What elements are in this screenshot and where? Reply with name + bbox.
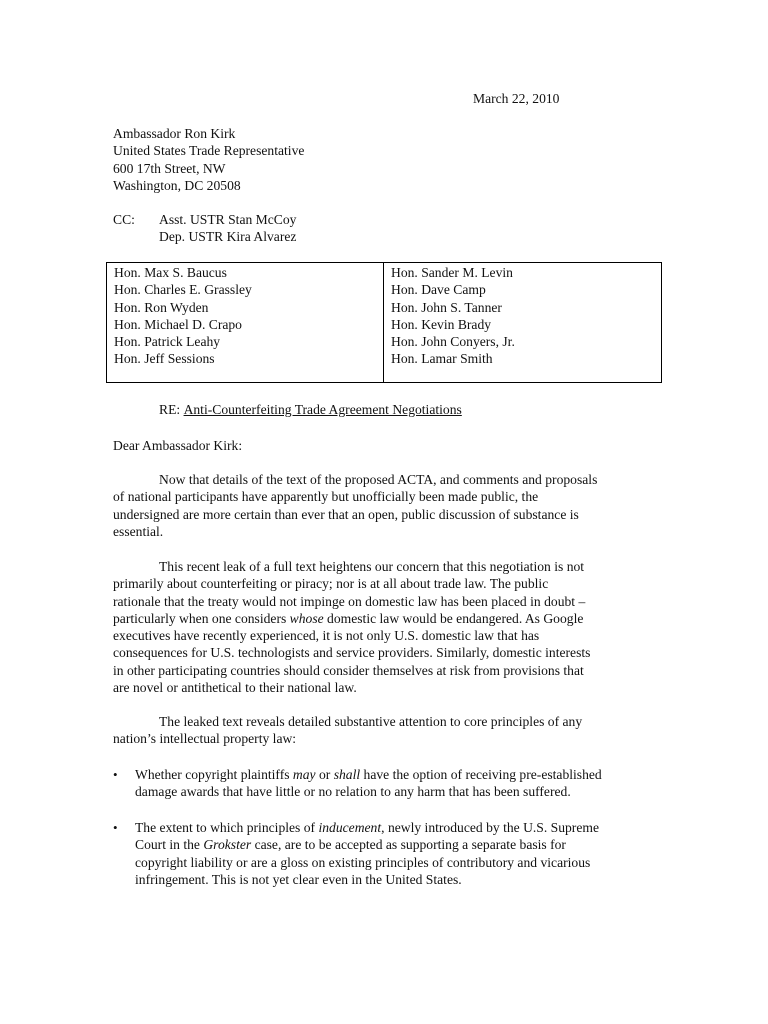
text-run: Whether copyright plaintiffs	[135, 767, 293, 782]
emphasis-text: whose	[289, 610, 324, 626]
recipient-name: Hon. Charles E. Grassley	[114, 282, 252, 298]
bullet-line	[135, 836, 655, 853]
paragraph-3	[113, 713, 653, 748]
recipients-right-column	[384, 263, 661, 382]
emphasis-text: Grokster	[203, 837, 252, 853]
recipient-name: Hon. John S. Tanner	[391, 299, 502, 315]
paragraph-line: undersigned are more certain than ever that an open, public discussion of substance is	[113, 506, 579, 522]
text-run: or	[315, 767, 334, 782]
paragraph-line: in other participating countries should consider themselves at risk from provisions that	[113, 662, 584, 678]
paragraph-2	[113, 558, 653, 696]
re-subject: Anti-Counterfeiting Trade Agreement Negotiations	[183, 402, 462, 417]
paragraph-line: Now that details of the text of the proposed ACTA, and comments and proposals	[159, 472, 598, 487]
text-run: , newly introduced by the U.S. Supreme	[381, 820, 599, 835]
recipients-table	[106, 262, 662, 383]
recipient-name: Hon. Max S. Baucus	[114, 265, 227, 280]
bullet-line: copyright liability or are a gloss on existing principles of contributory and vicarious	[135, 854, 591, 870]
paragraph-line: are novel or antithetical to their national law.	[113, 680, 357, 696]
paragraph-line: consequences for U.S. technologists and service providers. Similarly, domestic interests	[113, 645, 591, 661]
cc-label: CC:	[113, 212, 135, 227]
paragraph-line	[113, 610, 653, 627]
cc-name: Asst. USTR Stan McCoy	[159, 212, 297, 227]
paragraph-line: executives have recently experienced, it is not only U.S. domestic law that has	[113, 628, 540, 644]
paragraph-line: The leaked text reveals detailed substantive attention to core principles of any	[159, 714, 583, 729]
text-run: case, are to be accepted as supporting a separate basis for	[251, 837, 566, 853]
bullet-line: damage awards that have little or no relation to any harm that has been suffered.	[135, 784, 571, 800]
recipient-name: Hon. Ron Wyden	[114, 299, 209, 315]
paragraph-line: nation’s intellectual property law:	[113, 731, 297, 747]
emphasis-text: shall	[333, 767, 361, 782]
paragraph-line: primarily about counterfeiting or piracy; nor is at all about trade law. The public	[113, 576, 549, 592]
recipient-name: Hon. Michael D. Crapo	[114, 316, 242, 332]
recipient-name: Hon. Patrick Leahy	[114, 334, 221, 350]
paragraph-line: This recent leak of a full text heightens our concern that this negotiation is not	[159, 559, 585, 574]
recipient-name: Hon. Dave Camp	[391, 282, 486, 298]
paragraph-line: rationale that the treaty would not impinge on domestic law has been placed in doubt –	[113, 593, 586, 609]
recipient-name: Hon. Jeff Sessions	[114, 351, 215, 367]
paragraph-line: of national participants have apparently but unofficially been made public, the	[113, 489, 539, 505]
subject-line	[159, 401, 462, 418]
recipient-address	[113, 125, 304, 194]
text-run: Court in the	[135, 837, 204, 853]
recipient-name: Hon. John Conyers, Jr.	[391, 334, 515, 350]
address-line: United States Trade Representative	[113, 143, 305, 159]
paragraph-1	[113, 471, 653, 540]
emphasis-text: may	[292, 767, 316, 782]
bullet-item-2	[113, 819, 655, 888]
address-line: 600 17th Street, NW	[113, 160, 226, 176]
bullet-line	[135, 766, 655, 783]
recipient-name: Hon. Kevin Brady	[391, 316, 492, 332]
emphasis-text: inducement	[318, 820, 382, 835]
cc-block	[113, 211, 296, 246]
bullet-item-1	[113, 766, 655, 801]
text-run: have the option of receiving pre-established	[360, 767, 602, 782]
address-line: Ambassador Ron Kirk	[113, 126, 236, 141]
recipient-name: Hon. Lamar Smith	[391, 351, 493, 367]
paragraph-line: essential.	[113, 523, 164, 539]
text-run: domestic law would be endangered. As Google	[323, 610, 584, 626]
bullet-icon: •	[113, 820, 118, 835]
recipient-name: Hon. Sander M. Levin	[391, 265, 513, 280]
bullet-icon: •	[113, 767, 118, 782]
bullet-line: infringement. This is not yet clear even in the United States.	[135, 871, 462, 887]
cc-name: Dep. USTR Kira Alvarez	[159, 229, 297, 245]
recipients-left-column	[107, 263, 384, 382]
re-label: RE:	[159, 402, 181, 417]
salutation: Dear Ambassador Kirk:	[113, 438, 243, 453]
letter-date: March 22, 2010	[473, 91, 560, 106]
bullet-line	[135, 819, 655, 836]
text-run: particularly when one considers	[113, 610, 290, 626]
text-run: The extent to which principles of	[135, 820, 319, 835]
address-line: Washington, DC 20508	[113, 177, 241, 193]
